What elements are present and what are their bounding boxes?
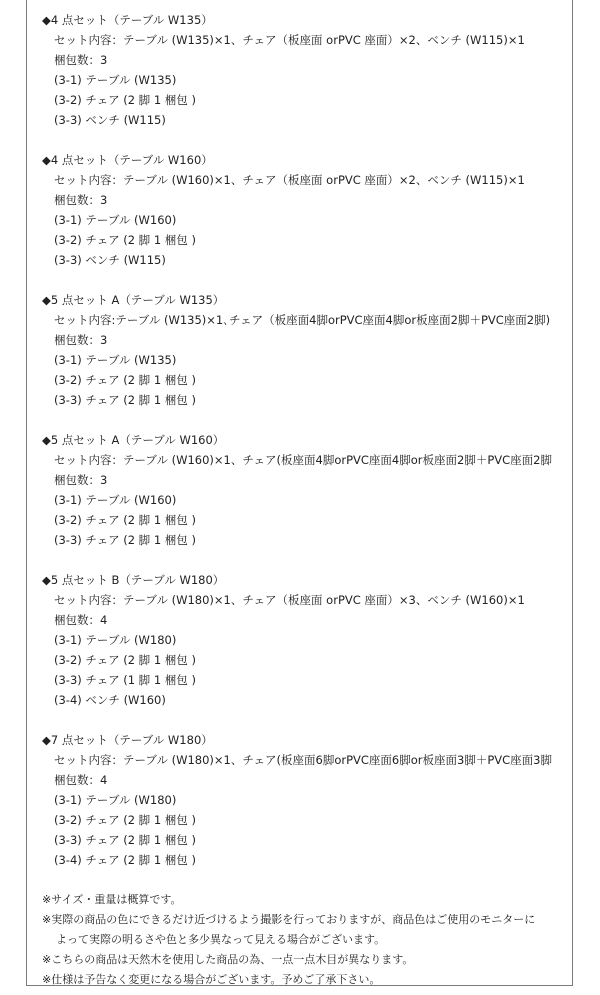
package-item: (3-3) チェア (2 脚 1 梱包 ) (54, 833, 196, 847)
set-heading: ◆5 点セット B（テーブル W180） (42, 573, 225, 587)
package-item: (3-1) テーブル (W160) (54, 493, 177, 507)
notes (42, 890, 562, 990)
package-item: (3-1) テーブル (W135) (54, 353, 177, 367)
package-count: 梱包数：3 (54, 333, 108, 347)
set-5pt-a-w160 (42, 430, 562, 550)
package-item: (3-3) チェア (1 脚 1 梱包 ) (54, 673, 196, 687)
set-heading: ◆4 点セット（テーブル W135） (42, 13, 213, 27)
package-item: (3-1) テーブル (W160) (54, 213, 177, 227)
note-item: ※実際の商品の色にできるだけ近づけるよう撮影を行っておりますが、商品色はご使用のモニターに (42, 913, 536, 926)
package-item: (3-3) ベンチ (W115) (54, 253, 166, 267)
note-item: ※こちらの商品は天然木を使用した商品の為、一点一点木目が異なります。 (42, 953, 414, 966)
package-item: (3-4) ベンチ (W160) (54, 693, 166, 707)
set-heading: ◆7 点セット（テーブル W180） (42, 733, 213, 747)
set-5pt-b-w180 (42, 570, 562, 710)
package-count: 梱包数：4 (54, 773, 108, 787)
set-contents: セット内容：テーブル (W160)×1、チェア(板座面4脚orPVC座面4脚or板座面2脚＋PVC座面2脚 (54, 453, 552, 467)
package-item: (3-2) チェア (2 脚 1 梱包 ) (54, 93, 196, 107)
package-item: (3-1) テーブル (W180) (54, 793, 177, 807)
note-item-continuation: よって実際の明るさや色と多少異なって見える場合がございます。 (56, 933, 386, 946)
note-item: ※サイズ・重量は概算です。 (42, 893, 182, 906)
set-contents: セット内容：テーブル (W180)×1、チェア(板座面6脚orPVC座面6脚or板座面3脚＋PVC座面3脚 (54, 753, 552, 767)
package-count: 梱包数：3 (54, 53, 108, 67)
set-contents: セット内容：テーブル (W160)×1、チェア（板座面 orPVC 座面）×2、ベンチ (W115)×1 (54, 173, 525, 187)
package-item: (3-2) チェア (2 脚 1 梱包 ) (54, 233, 196, 247)
set-list (42, 10, 562, 990)
note-item: ※仕様は予告なく変更になる場合がございます。予めご了承下さい。 (42, 973, 381, 986)
package-item: (3-1) テーブル (W135) (54, 73, 177, 87)
package-count: 梱包数：3 (54, 193, 108, 207)
package-item: (3-2) チェア (2 脚 1 梱包 ) (54, 373, 196, 387)
package-item: (3-2) チェア (2 脚 1 梱包 ) (54, 813, 196, 827)
set-contents: セット内容：テーブル (W135)×1、チェア（板座面 orPVC 座面）×2、ベンチ (W115)×1 (54, 33, 525, 47)
set-contents: セット内容：テーブル (W180)×1、チェア（板座面 orPVC 座面）×3、ベンチ (W160)×1 (54, 593, 525, 607)
package-item: (3-3) ベンチ (W115) (54, 113, 166, 127)
set-7pt-w180 (42, 730, 562, 870)
set-heading: ◆4 点セット（テーブル W160） (42, 153, 213, 167)
set-4pt-w135 (42, 10, 562, 130)
set-contents: セット内容:テーブル (W135)×1､チェア（板座面4脚orPVC座面4脚or板座面2脚＋PVC座面2脚) (54, 313, 551, 327)
package-item: (3-2) チェア (2 脚 1 梱包 ) (54, 653, 196, 667)
package-count: 梱包数：4 (54, 613, 108, 627)
package-item: (3-1) テーブル (W180) (54, 633, 177, 647)
set-heading: ◆5 点セット A（テーブル W160） (42, 433, 225, 447)
set-5pt-a-w135 (42, 290, 562, 410)
package-item: (3-3) チェア (2 脚 1 梱包 ) (54, 533, 196, 547)
set-4pt-w160 (42, 150, 562, 270)
package-item: (3-3) チェア (2 脚 1 梱包 ) (54, 393, 196, 407)
package-item: (3-2) チェア (2 脚 1 梱包 ) (54, 513, 196, 527)
package-count: 梱包数：3 (54, 473, 108, 487)
package-item: (3-4) チェア (2 脚 1 梱包 ) (54, 853, 196, 867)
set-heading: ◆5 点セット A（テーブル W135） (42, 293, 225, 307)
